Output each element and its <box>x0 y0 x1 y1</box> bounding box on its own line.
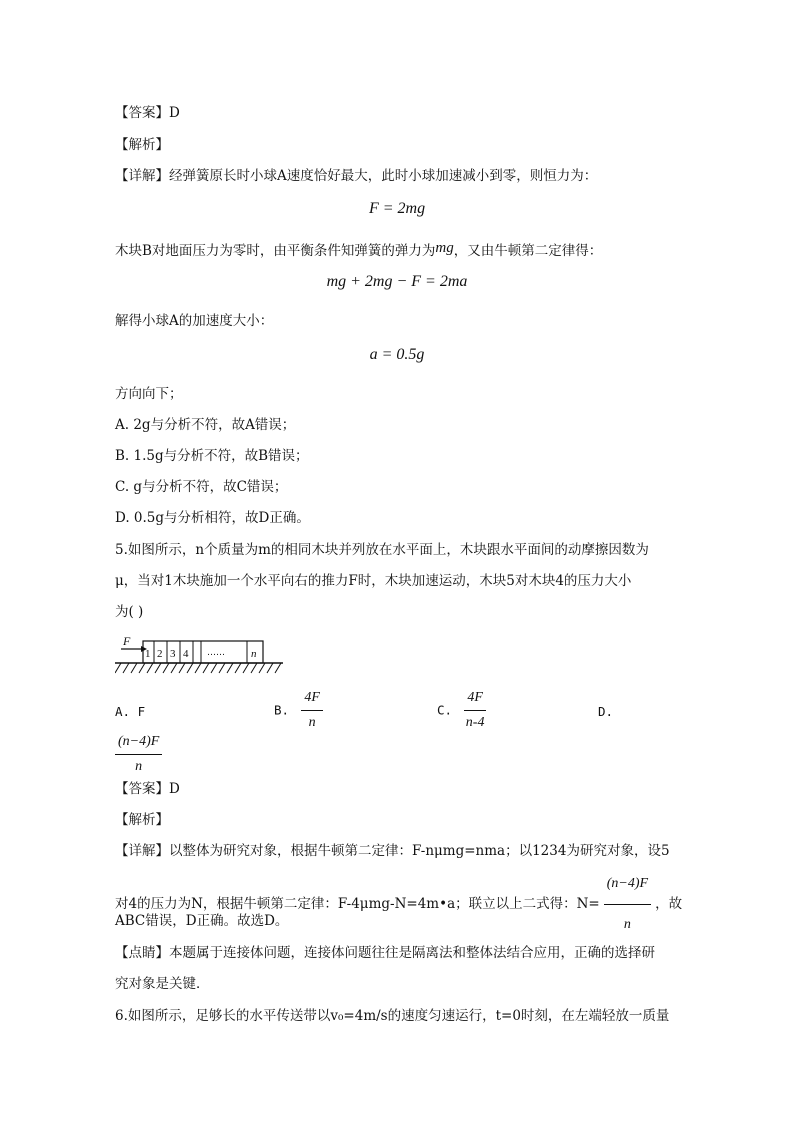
spring-force-symbol: mg <box>435 240 454 256</box>
q5-stem-line2: μ，当对1木块施加一个水平向右的推力F时，木块加速运动，木块5对木块4的压力大小 <box>115 573 632 589</box>
option-b-analysis: B. 1.5g与分析不符，故B错误； <box>115 448 309 464</box>
force-label: F <box>123 635 131 648</box>
q5-analysis-label: 【解析】 <box>115 812 169 828</box>
block-label-4: 4 <box>183 648 189 660</box>
floor-hatching <box>115 663 283 673</box>
option-c-label: C. <box>437 702 453 718</box>
equation-1: F = 2mg <box>368 200 426 217</box>
option-b-numerator: 4F <box>301 688 323 711</box>
block-label-1: 1 <box>145 648 151 660</box>
option-a-analysis: A. 2g与分析不符，故A错误； <box>115 417 296 433</box>
detail-text: 【详解】经弹簧原长时小球A速度恰好最大，此时小球加速减小到零，则恒力为： <box>115 168 598 184</box>
option-d-numerator: (n−4)F <box>115 732 162 755</box>
q5-detail-line1: 【详解】以整体为研究对象，根据牛顿第二定律：F-nμmg=nma；以1234为研究对象，设5 <box>115 843 670 859</box>
option-b <box>274 688 323 733</box>
explanation-line <box>115 238 602 261</box>
q5-detail-line2 <box>115 866 682 943</box>
block-label-n: n <box>251 648 257 660</box>
answer-label: 【答案】D <box>115 105 180 121</box>
direction-text: 方向向下； <box>115 386 183 402</box>
q5-stem-line1: 5.如图所示，n个质量为m的相同木块并列放在水平面上，木块跟水平面间的动摩擦因数为 <box>115 542 649 558</box>
option-c-analysis: C. g与分析不符，故C错误； <box>115 479 288 495</box>
q5-point-line2: 究对象是关键． <box>115 976 210 992</box>
q5-stem-line3: 为( ) <box>115 604 144 620</box>
q6-stem-line1: 6.如图所示，足够长的水平传送带以v₀=4m/s的速度匀速运行，t=0时刻，在左端轻放一质量 <box>115 1008 670 1024</box>
option-d-denominator: n <box>135 759 143 774</box>
option-d-analysis: D. 0.5g与分析相符，故D正确。 <box>115 510 310 526</box>
block-label-3: 3 <box>170 648 176 660</box>
option-d <box>115 732 162 777</box>
equation-3: a = 0.5g <box>369 346 425 363</box>
option-c <box>437 688 486 733</box>
q5-result-numerator: (n−4)F <box>604 866 651 905</box>
solve-text: 解得小球A的加速度大小： <box>115 313 274 329</box>
q5-detail-line2-text: 对4的压力为N，根据牛顿第二定律：F-4μmg-N=4m•a；联立以上二式得：N= <box>115 896 600 912</box>
q5-point-line1: 【点睛】本题属于连接体问题，连接体问题往往是隔离法和整体法结合应用，正确的选择研 <box>115 945 655 961</box>
option-b-label: B. <box>274 702 290 718</box>
block-label-dots: …… <box>207 648 225 658</box>
q5-answer-label: 【答案】D <box>115 781 180 797</box>
blocks-figure <box>115 635 290 677</box>
block-label-2: 2 <box>157 648 163 660</box>
option-d-label: D. <box>598 704 614 719</box>
explanation-text-a: 木块B对地面压力为零时，由平衡条件知弹簧的弹力为 <box>115 243 436 259</box>
option-c-denominator: n-4 <box>465 715 485 730</box>
option-c-numerator: 4F <box>464 688 486 711</box>
q5-result-denominator: n <box>623 917 631 932</box>
option-a: A. F <box>115 704 146 719</box>
q5-detail-line2-suffix: ，故 <box>655 896 683 912</box>
explanation-text-b: ，又由牛顿第二定律得： <box>453 243 603 259</box>
analysis-label: 【解析】 <box>115 137 169 153</box>
equation-2: mg + 2mg − F = 2ma <box>326 273 468 290</box>
option-b-denominator: n <box>308 715 316 730</box>
q5-detail-line3: ABC错误，D正确。故选D。 <box>115 913 289 929</box>
